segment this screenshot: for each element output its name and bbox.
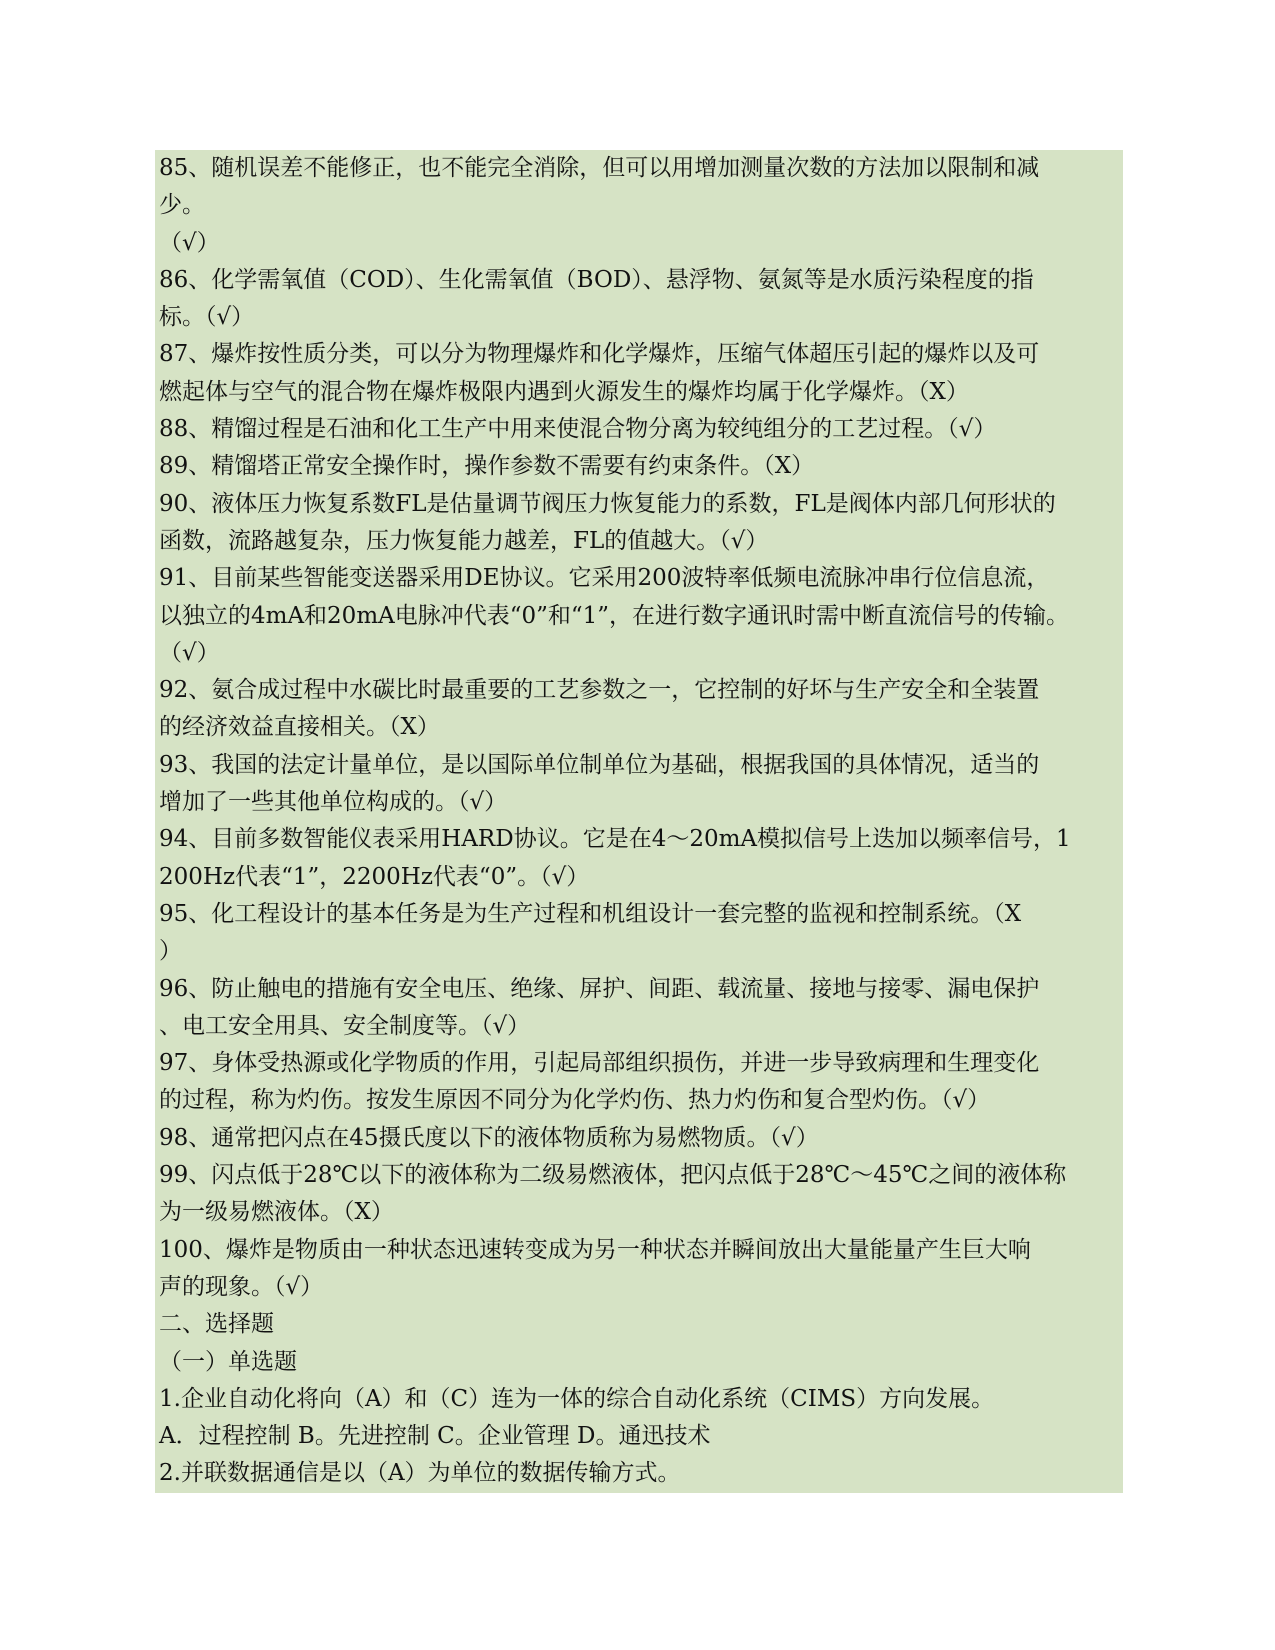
text-line: 96、防止触电的措施有安全电压、绝缘、屏护、间距、载流量、接地与接零、漏电保护 <box>159 975 1040 1002</box>
text-line: 的经济效益直接相关。（X） <box>159 714 440 741</box>
text-line: 少。 <box>159 192 205 219</box>
text-line: 94、目前多数智能仪表采用HARD协议。它是在4～20mA模拟信号上迭加以频率信号，1 <box>159 826 1071 853</box>
text-line: 函数，流路越复杂，压力恢复能力越差，FL的值越大。（√） <box>159 527 769 554</box>
text-line: 100、爆炸是物质由一种状态迅速转变成为另一种状态并瞬间放出大量能量产生巨大响 <box>159 1236 1031 1263</box>
text-line: 2.并联数据通信是以（A）为单位的数据传输方式。 <box>159 1460 681 1487</box>
text-line: 标。（√） <box>159 304 255 331</box>
text-line: 为一级易燃液体。（X） <box>159 1199 394 1226</box>
text-line: 1.企业自动化将向（A）和（C）连为一体的综合自动化系统（CIMS）方向发展。 <box>159 1385 995 1412</box>
text-line: 声的现象。（√） <box>159 1273 324 1300</box>
text-line: 85、随机误差不能修正，也不能完全消除，但可以用增加测量次数的方法加以限制和减 <box>159 155 1040 181</box>
text-line: A．过程控制 B。先进控制 C。企业管理 D。通迅技术 <box>159 1423 711 1450</box>
text-line: 97、身体受热源或化学物质的作用，引起局部组织损伤，并进一步导致病理和生理变化 <box>159 1050 1040 1077</box>
text-line: 燃起体与空气的混合物在爆炸极限内遇到火源发生的爆炸均属于化学爆炸。（X） <box>159 378 969 405</box>
text-line: 、电工安全用具、安全制度等。（√） <box>159 1012 531 1039</box>
text-line: 86、化学需氧值（COD）、生化需氧值（BOD）、悬浮物、氨氮等是水质污染程度的指 <box>159 266 1034 293</box>
text-line: 88、精馏过程是石油和化工生产中用来使混合物分离为较纯组分的工艺过程。（√） <box>159 416 997 443</box>
text-line: （√） <box>159 229 220 256</box>
text-line: 87、爆炸按性质分类，可以分为物理爆炸和化学爆炸，压缩气体超压引起的爆炸以及可 <box>159 341 1040 368</box>
text-line: 增加了一些其他单位构成的。（√） <box>159 789 508 816</box>
text-line: 92、氨合成过程中水碳比时最重要的工艺参数之一，它控制的好坏与生产安全和全装置 <box>159 677 1040 704</box>
highlighted-text-block <box>155 150 1123 1493</box>
text-line: 89、精馏塔正常安全操作时，操作参数不需要有约束条件。（X） <box>159 453 815 480</box>
text-line: 98、通常把闪点在45摄氏度以下的液体物质称为易燃物质。（√） <box>159 1124 819 1151</box>
section-heading: 二、选择题 <box>159 1311 274 1338</box>
text-line: ） <box>159 938 182 965</box>
subsection-heading: （一）单选题 <box>159 1348 297 1375</box>
text-line: 93、我国的法定计量单位，是以国际单位制单位为基础，根据我国的具体情况，适当的 <box>159 751 1040 778</box>
text-line: 99、闪点低于28℃以下的液体称为二级易燃液体，把闪点低于28℃～45℃之间的液体称 <box>159 1162 1067 1189</box>
text-line: 以独立的4mA和20mA电脉冲代表“0”和“1”，在进行数字通讯时需中断直流信号的传输。 <box>159 602 1070 629</box>
text-line: 91、目前某些智能变送器采用DE协议。它采用200波特率低频电流脉冲串行位信息流， <box>159 565 1050 592</box>
text-line: （√） <box>159 639 220 666</box>
text-line: 95、化工程设计的基本任务是为生产过程和机组设计一套完整的监视和控制系统。（X <box>159 900 1022 927</box>
text-line: 的过程，称为灼伤。按发生原因不同分为化学灼伤、热力灼伤和复合型灼伤。（√） <box>159 1087 991 1114</box>
text-line: 200Hz代表“1”，2200Hz代表“0”。（√） <box>159 863 590 890</box>
text-line: 90、液体压力恢复系数FL是估量调节阀压力恢复能力的系数，FL是阀体内部几何形状的 <box>159 490 1056 517</box>
